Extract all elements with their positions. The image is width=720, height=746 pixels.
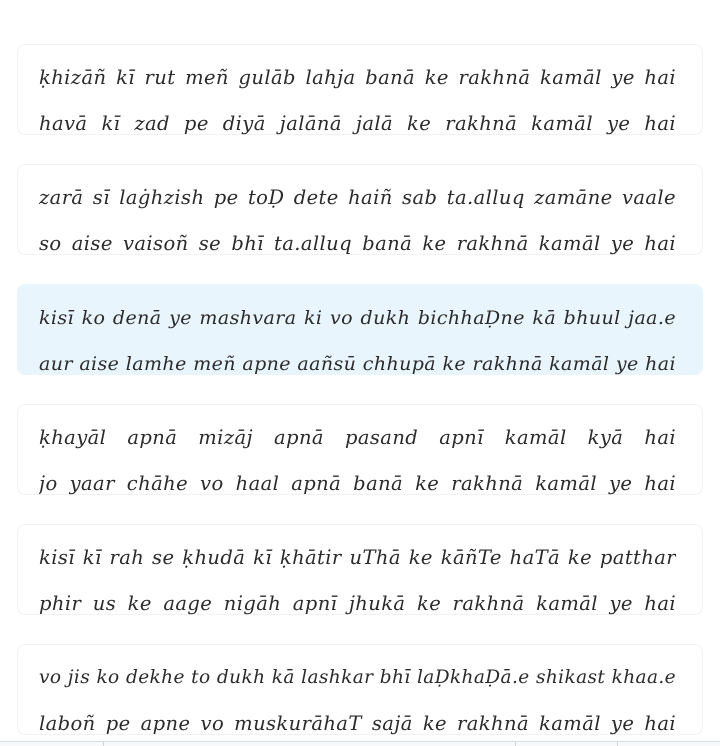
misra-line: ḳhayāl apnā mizāj apnā pasand apnī kamāl kyā hai [39, 426, 676, 449]
sher-card-highlighted[interactable] [17, 284, 703, 375]
misra-line: zarā sī laġhzish pe toḌ dete haiñ sab ta.alluq zamāne vaale [39, 186, 676, 209]
misra-line: kisī ko denā ye mashvara ki vo dukh bichhaḌne kā bhuul jaa.e [39, 307, 676, 329]
misra-line: ḳhizāñ kī rut meñ gulāb lahja banā ke rakhnā kamāl ye hai [39, 66, 676, 89]
toolbar-divider [617, 742, 618, 746]
misra-line: vo jis ko dekhe to dukh kā lashkar bhī laḌkhaḌā.e shikast khaa.e [39, 667, 676, 688]
misra-line: aur aise lamhe meñ apne aañsū chhupā ke rakhnā kamāl ye hai [39, 353, 676, 375]
sher-card[interactable] [17, 164, 703, 255]
sher-card[interactable] [17, 44, 703, 135]
sher-card[interactable] [17, 404, 703, 495]
misra-line: havā kī zad pe diyā jalānā jalā ke rakhnā kamāl ye hai [39, 112, 676, 135]
misra-line: jo yaar chāhe vo haal apnā banā ke rakhnā kamāl ye hai [39, 472, 676, 495]
bottom-toolbar-edge [0, 741, 720, 746]
sher-card[interactable] [17, 524, 703, 615]
misra-line: laboñ pe apne vo muskurāhaT sajā ke rakhnā kamāl ye hai [39, 712, 676, 735]
sher-card[interactable] [17, 644, 703, 735]
toolbar-divider [103, 742, 104, 746]
misra-line: phir us ke aage nigāh apnī jhukā ke rakhnā kamāl ye hai [39, 592, 676, 615]
ghazal-verses [17, 44, 703, 746]
toolbar-divider [515, 742, 516, 746]
misra-line: kisī kī rah se ḳhudā kī ḳhātir uThā ke kāñTe haTā ke patthar [39, 546, 676, 569]
misra-line: so aise vaisoñ se bhī ta.alluq banā ke rakhnā kamāl ye hai [39, 232, 676, 255]
